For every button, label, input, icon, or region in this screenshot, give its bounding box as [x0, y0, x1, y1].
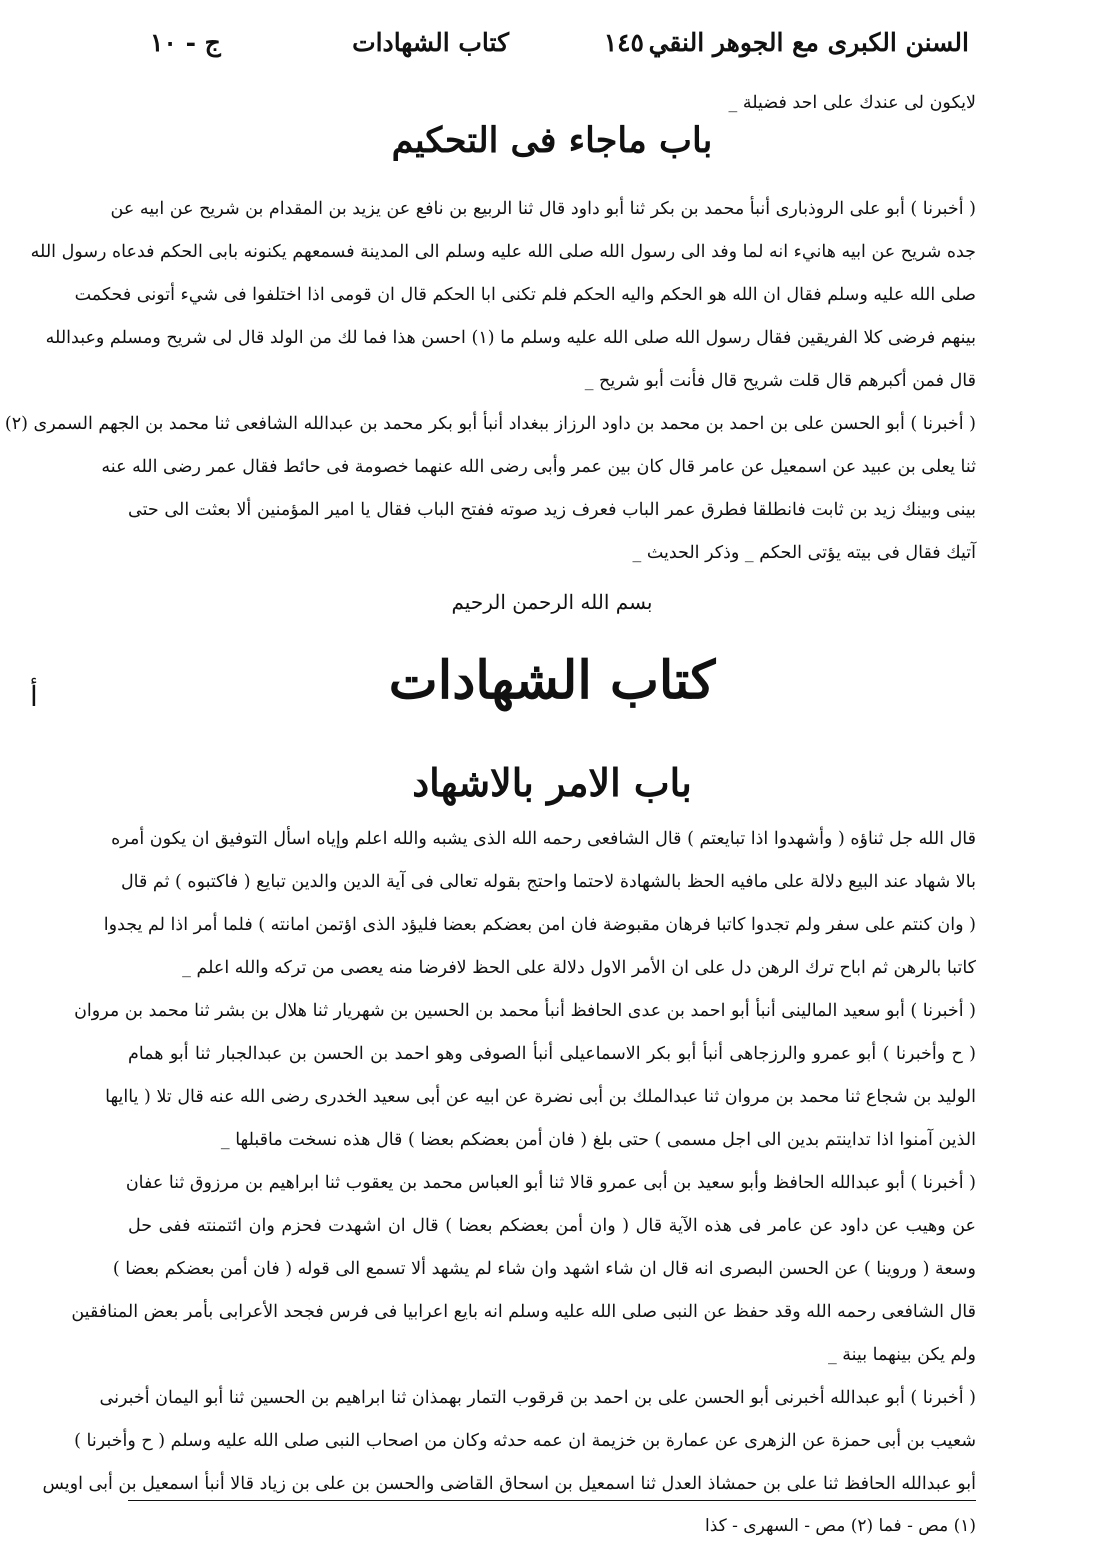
text-line: ( أخبرنا ) أبو سعيد المالينى أنبأ أبو احمد بن عدى الحافظ أنبأ محمد بن الحسين بن شهريار ثنا هلال بن بشر ثنا محمد بن مروان [74, 1001, 976, 1021]
margin-mark: أ [30, 680, 38, 713]
section1-body [4, 188, 976, 575]
text-line: ( أخبرنا ) أبو الحسن على بن احمد بن محمد بن داود الرزاز ببغداد أنبأ أبو بكر محمد بن عبدالله الشافعى ثنا محمد بن الجهم السمرى (٢) [4, 414, 976, 434]
text-line: شعيب بن أبى حمزة عن الزهرى عن عمارة بن خزيمة ان عمه حدثه وكان من اصحاب النبى صلى الله عليه وسلم ( ح وأخبرنا ) [74, 1431, 976, 1451]
text-line: أبو عبدالله الحافظ ثنا على بن حمشاذ العدل ثنا اسمعيل بن اسحاق القاضى والحسن بن على بن زياد قالا أنبأ اسمعيل بن أبى اويس [42, 1474, 976, 1494]
text-line: كاتبا بالرهن ثم اباح ترك الرهن دل على ان الأمر الاول دلالة على الحظ لافرضا منه يعصى من تركه والله اعلم _ [182, 958, 976, 978]
text-line: وسعة ( وروينا ) عن الحسن البصرى انه قال ان شاء اشهد وان شاء لم يشهد ألا تسمع الى قوله ( فان أمن بعضكم بعضا ) [112, 1259, 976, 1279]
text-line: ثنا يعلى بن عبيد عن اسمعيل عن عامر قال كان بين عمر وأبى رضى الله عنهما خصومة فى حائط فقال عمر رضى الله عنه [101, 457, 976, 477]
text-line: ( ح وأخبرنا ) أبو عمرو والرزجاهى أنبأ أبو بكر الاسماعيلى أنبأ الصوفى وهو احمد بن الحسن بن عبدالجبار ثنا أبو همام [128, 1044, 976, 1064]
intro-block [128, 82, 976, 125]
text-line: عن وهيب عن داود عن عامر فى هذه الآية قال ( وان أمن بعضكم بعضا ) قال ان اشهدت فحزم وان ائتمنته ففى حل [128, 1216, 976, 1236]
basmala: بسم الله الرحمن الرحيم [451, 590, 653, 614]
footnote-divider [128, 1500, 976, 1501]
text-line: بينهم فرضى كلا الفريقين فقال رسول الله صلى الله عليه وسلم ما (١) احسن هذا فما لك من الولد قال لى شريح ومسلم وعبدالله [45, 328, 976, 348]
header-book-title: السنن الكبرى مع الجوهر النقي [648, 28, 969, 57]
running-header [150, 28, 969, 68]
section2-body [42, 818, 976, 1506]
text-line: بالا شهاد عند البيع دلالة على مافيه الحظ بالشهادة لاحتما واحتج بقوله تعالى فى آية الدين والدين تبايع ( فاكتبوه ) ثم قال [120, 872, 976, 892]
header-volume: ج - ١٠ [150, 28, 221, 57]
text-line: ( أخبرنا ) أبو عبدالله الحافظ وأبو سعيد بن أبى عمرو قالا ثنا أبو العباس محمد بن يعقوب ثنا ابراهيم بن مرزوق ثنا عفان [125, 1173, 976, 1193]
text-line: آتيك فقال فى بيته يؤتى الحكم _ وذكر الحديث _ [632, 543, 976, 563]
text-line: صلى الله عليه وسلم فقال ان الله هو الحكم واليه الحكم فلم تكنى ابا الحكم قال ان قومى اذا اختلفوا فى شيء أتونى فحكمت [74, 285, 976, 305]
text-line: قال الشافعى رحمه الله وقد حفظ عن النبى صلى الله عليه وسلم انه بايع اعرابيا فى فرس فجحد الأعرابى بأمر بعض المنافقين [71, 1302, 976, 1322]
text-line: بينى وبينك زيد بن ثابت فانطلقا فطرق عمر الباب فعرف زيد صوته ففتح الباب فقال يا امير المؤمنين ألا بعثت الى حتى [128, 500, 976, 520]
text-line: ( أخبرنا ) أبو على الروذبارى أنبأ محمد بن بكر ثنا أبو داود قال ثنا الربيع بن نافع عن يزيد بن المقدام بن شريح عن ابيه عن [110, 199, 976, 219]
text-line: جده شريح عن ابيه هانيء انه لما وفد الى رسول الله صلى الله عليه وسلم الى المدينة فسمعهم يكنونه بابى الحكم فدعاه رسول الله [30, 242, 976, 262]
text-line: الوليد بن شجاع ثنا محمد بن مروان ثنا عبدالملك بن أبى نضرة عن ابيه عن أبى سعيد الخدرى رضى الله عنه قال تلا ( ياايها [105, 1087, 976, 1107]
section-title-ishhad: باب الامر بالاشهاد [412, 760, 692, 805]
section-title-tahkim: باب ماجاء فى التحكيم [391, 120, 713, 161]
text-line: ولم يكن بينهما بينة _ [827, 1345, 976, 1365]
text-line: ( وان كنتم على سفر ولم تجدوا كاتبا فرهان مقبوضة فان امن بعضكم بعضا فليؤد الذى اؤتمن امانته ) فلما أمر اذا لم يجدوا [103, 915, 976, 935]
text-line: قال الله جل ثناؤه ( وأشهدوا اذا تبايعتم ) قال الشافعى رحمه الله الذى يشبه والله اعلم وإياه اسأل التوفيق ان يكون أمره [111, 829, 976, 849]
text-line: الذين آمنوا اذا تداينتم بدين الى اجل مسمى ) حتى بلغ ( فان أمن بعضكم بعضا ) قال هذه نسخت ماقبلها _ [220, 1130, 976, 1150]
text-line: قال فمن أكبرهم قال قلت شريح قال فأنت أبو شريح _ [584, 371, 976, 391]
header-page-number: ١٤٥ [603, 28, 644, 57]
book-title: كتاب الشهادات [388, 650, 716, 711]
footnote: (١) مص - فما (٢) مص - السهرى - كذا [704, 1516, 976, 1536]
header-chapter: كتاب الشهادات [352, 28, 509, 57]
intro-line: لايكون لى عندك على احد فضيلة _ [728, 93, 976, 113]
text-line: ( أخبرنا ) أبو عبدالله أخبرنى أبو الحسن على بن احمد بن قرقوب التمار بهمذان ثنا ابراهيم بن الحسين ثنا أبو اليمان أخبرنى [99, 1388, 976, 1408]
